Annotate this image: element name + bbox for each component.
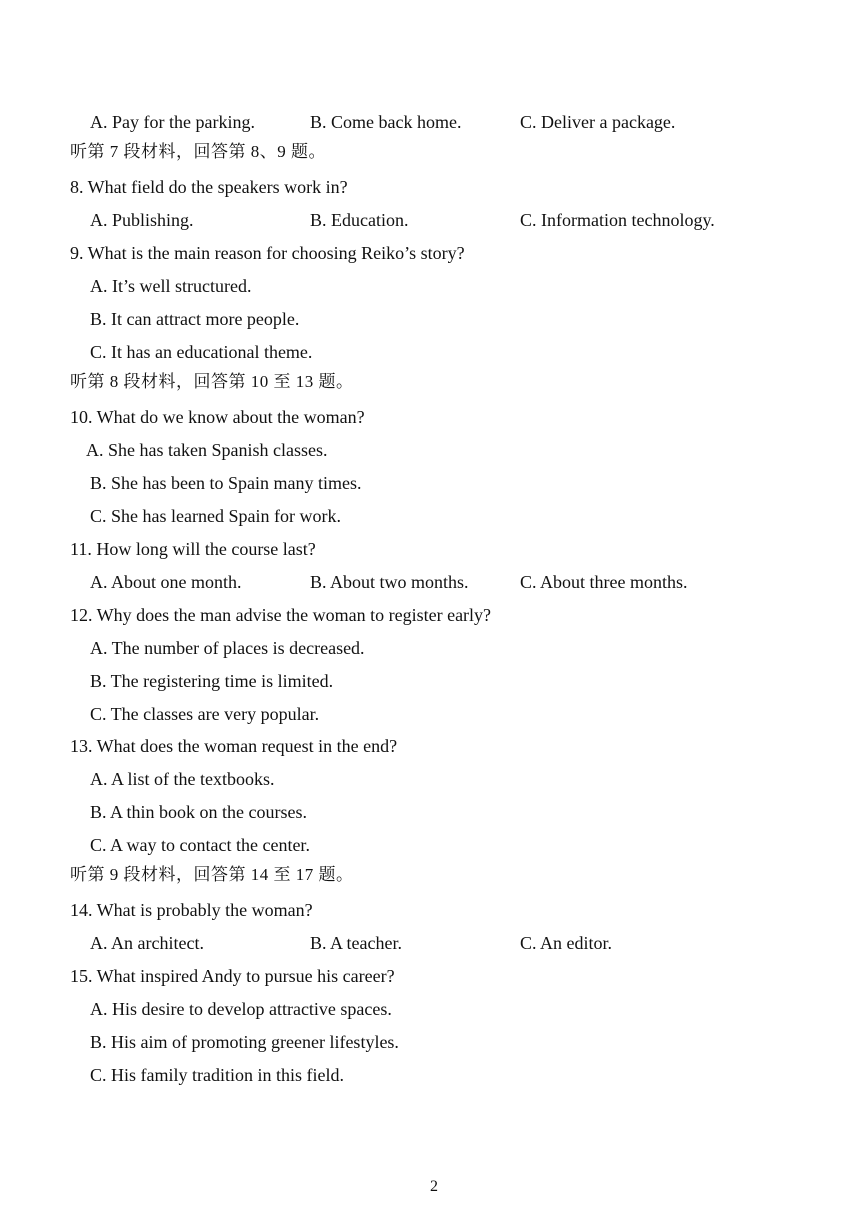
q13-option-c: C. A way to contact the center. — [90, 835, 310, 855]
q11-stem: 11. How long will the course last? — [70, 539, 316, 559]
q11-option-c: C. About three months. — [520, 572, 688, 592]
q12-option-a: A. The number of places is decreased. — [90, 638, 365, 658]
q10-option-a: A. She has taken Spanish classes. — [86, 440, 328, 460]
q13-option-a: A. A list of the textbooks. — [90, 769, 275, 789]
q12-stem: 12. Why does the man advise the woman to register early? — [70, 605, 492, 625]
section-8-instruction: 听第 8 段材料，回答第 10 至 13 题。 — [70, 372, 354, 391]
section-9-instruction: 听第 9 段材料，回答第 14 至 17 题。 — [70, 865, 354, 884]
q13-stem: 13. What does the woman request in the end? — [70, 736, 398, 756]
q14-option-a: A. An architect. — [90, 933, 204, 953]
q9-option-b: B. It can attract more people. — [90, 309, 300, 329]
q10-option-b: B. She has been to Spain many times. — [90, 473, 362, 493]
q14-option-b: B. A teacher. — [310, 933, 402, 953]
q15-option-c: C. His family tradition in this field. — [90, 1065, 344, 1085]
q9-option-a: A. It’s well structured. — [90, 276, 252, 296]
q8-stem: 8. What field do the speakers work in? — [70, 177, 348, 197]
q10-option-c: C. She has learned Spain for work. — [90, 506, 341, 526]
q8-option-b: B. Education. — [310, 210, 409, 230]
q9-stem: 9. What is the main reason for choosing Reiko’s story? — [70, 243, 465, 263]
q11-option-a: A. About one month. — [90, 572, 242, 592]
q8-option-c: C. Information technology. — [520, 210, 715, 230]
q7-option-b: B. Come back home. — [310, 112, 462, 132]
q10-stem: 10. What do we know about the woman? — [70, 407, 365, 427]
q14-option-c: C. An editor. — [520, 933, 613, 953]
section-7-instruction: 听第 7 段材料，回答第 8、9 题。 — [70, 142, 326, 161]
q9-option-c: C. It has an educational theme. — [90, 342, 313, 362]
q12-option-c: C. The classes are very popular. — [90, 704, 320, 724]
q8-option-a: A. Publishing. — [90, 210, 194, 230]
q15-stem: 15. What inspired Andy to pursue his career? — [70, 966, 395, 986]
q14-stem: 14. What is probably the woman? — [70, 900, 313, 920]
q15-option-b: B. His aim of promoting greener lifestyles. — [90, 1032, 399, 1052]
q7-option-a: A. Pay for the parking. — [90, 112, 255, 132]
q7-option-c: C. Deliver a package. — [520, 112, 676, 132]
q13-option-b: B. A thin book on the courses. — [90, 802, 307, 822]
q15-option-a: A. His desire to develop attractive spaces. — [90, 999, 392, 1019]
q12-option-b: B. The registering time is limited. — [90, 671, 334, 691]
q11-option-b: B. About two months. — [310, 572, 469, 592]
page-number: 2 — [430, 1178, 438, 1195]
